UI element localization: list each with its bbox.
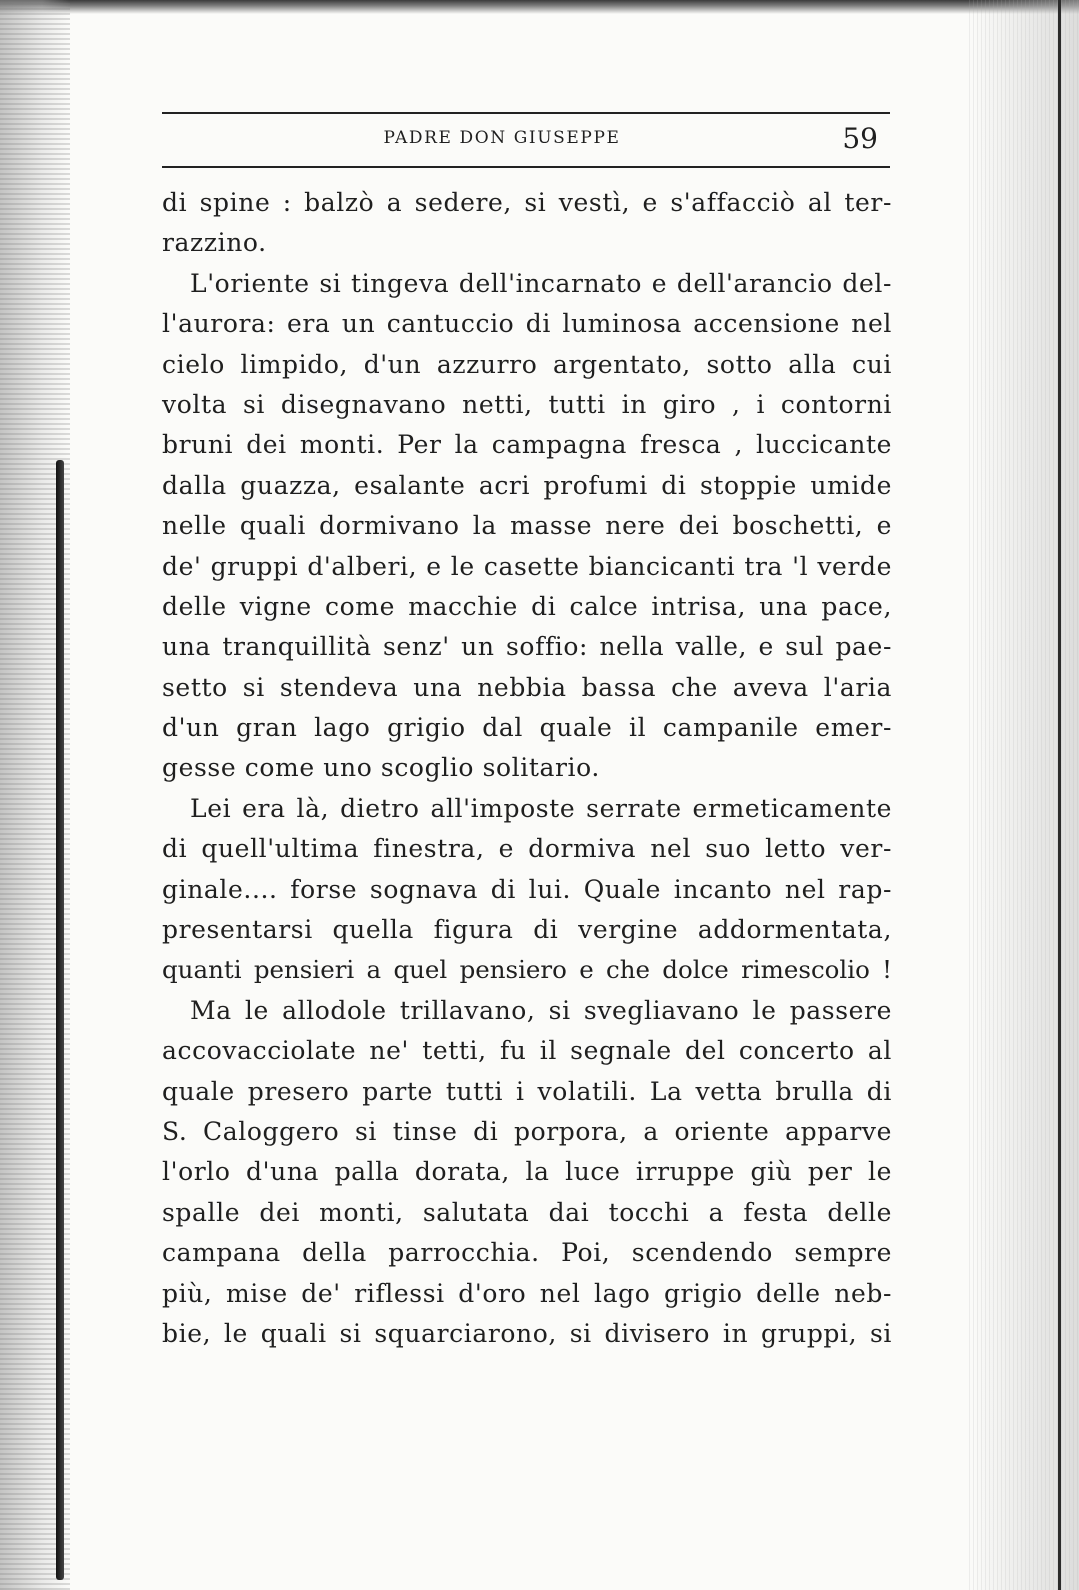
text-line: bruni dei monti. Per la campagna fresca , luccicante [162,430,892,460]
text-line: S. Caloggero si tinse di porpora, a oriente apparve [162,1116,892,1146]
text-line: l'orlo d'una palla dorata, la luce irruppe giù per le [162,1157,892,1187]
text-line: Ma le allodole trillavano, si svegliavano le passere [190,995,892,1025]
scan-right-edge [969,0,1079,1590]
text-line: d'un gran lago grigio dal quale il campanile emer- [162,713,892,743]
text-line: delle vigne come macchie di calce intrisa, una pace, [162,591,892,621]
text-line: L'oriente si tingeva dell'incarnato e dell'arancio del- [190,268,892,298]
text-line: razzino. [162,228,267,258]
scan-top-edge [0,0,1079,14]
text-line: più, mise de' riflessi d'oro nel lago grigio delle neb- [162,1278,892,1308]
text-line: Lei era là, dietro all'imposte serrate ermeticamente [190,793,892,823]
text-line: cielo limpido, d'un azzurro argentato, sotto alla cui [162,349,892,379]
text-line: nelle quali dormivano la masse nere dei boschetti, e [162,511,892,541]
text-line: accovacciolate ne' tetti, fu il segnale del concerto al [162,1036,892,1066]
page-header [162,112,890,168]
text-line: di spine : balzò a sedere, si vestì, e s'affacciò al ter- [162,188,892,217]
text-line: quanti pensieri a quel pensiero e che dolce rimescolio ! [162,955,892,985]
text-line: quale presero parte tutti i volatili. La vetta brulla di [162,1076,892,1106]
text-line: campana della parrocchia. Poi, scendendo sempre [162,1238,892,1268]
text-line: una tranquillità senz' un soffio: nella valle, e sul pae- [162,632,892,662]
running-title: PADRE DON GIUSEPPE [383,128,621,148]
body-text [162,183,892,1354]
text-line: ginale.... forse sognava di lui. Quale incanto nel rap- [162,874,892,904]
text-line: gesse come uno scoglio solitario. [162,753,600,783]
page-number: 59 [842,122,878,155]
text-line: volta si disegnavano netti, tutti in giro , i contorni [162,389,892,419]
scan-right-border [1058,0,1061,1590]
text-line: l'aurora: era un cantuccio di luminosa accensione nel [162,309,892,339]
text-line: de' gruppi d'alberi, e le casette biancicanti tra 'l verde [162,551,892,581]
text-line: dalla guazza, esalante acri profumi di stoppie umide [162,470,892,500]
book-spine-shadow [56,460,64,1580]
text-line: presentarsi quella figura di vergine addormentata, [162,915,892,945]
text-line: di quell'ultima finestra, e dormiva nel suo letto ver- [162,834,892,864]
text-line: spalle dei monti, salutata dai tocchi a festa delle [162,1197,892,1227]
text-line: setto si stendeva una nebbia bassa che aveva l'aria [162,672,892,702]
text-line: bie, le quali si squarciarono, si divisero in gruppi, si [162,1318,892,1348]
